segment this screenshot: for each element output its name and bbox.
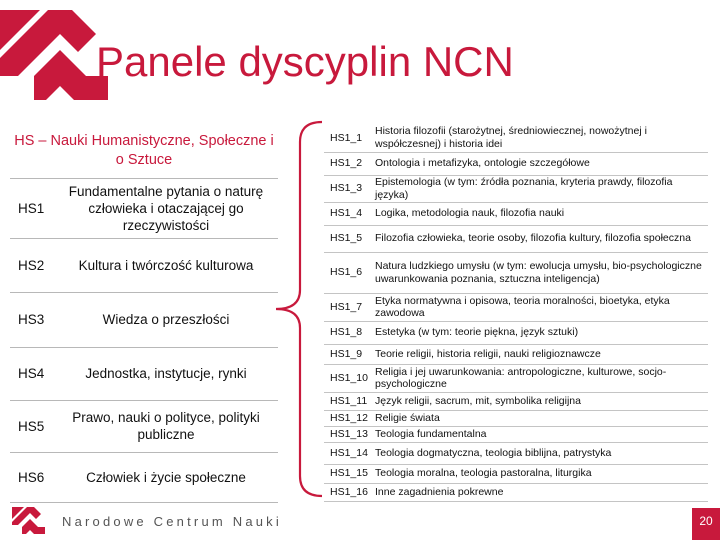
ncn-logo-icon (0, 0, 110, 105)
table-row (324, 344, 708, 364)
discipline-desc: Etyka normatywna i opisowa, teoria moralności, bioetyka, etyka zawodowa (372, 293, 708, 321)
discipline-desc: Teologia fundamentalna (372, 426, 708, 442)
table-row (324, 442, 708, 464)
panel-code: HS4 (10, 347, 54, 400)
panel-name: Jednostka, instytucje, rynki (54, 347, 278, 400)
table-row (10, 238, 278, 292)
table-row (10, 292, 278, 347)
table-row (324, 364, 708, 392)
discipline-code: HS1_6 (324, 252, 372, 293)
discipline-code: HS1_13 (324, 426, 372, 442)
discipline-code: HS1_3 (324, 175, 372, 202)
discipline-code: HS1_11 (324, 392, 372, 410)
panel-name: Prawo, nauki o polityce, polityki publiczne (54, 400, 278, 452)
panel-name: Wiedza o przeszłości (54, 292, 278, 347)
discipline-code: HS1_15 (324, 464, 372, 483)
discipline-code: HS1_4 (324, 202, 372, 225)
panel-code: HS1 (10, 178, 54, 238)
panel-name: Fundamentalne pytania o naturę człowieka i otaczającej go rzeczywistości (54, 178, 278, 238)
table-row (324, 225, 708, 252)
table-row (324, 124, 708, 152)
table-row (324, 252, 708, 293)
table-row (10, 347, 278, 400)
discipline-desc: Religia i jej uwarunkowania: antropologiczne, kulturowe, socjo-psychologiczne (372, 364, 708, 392)
panel-code: HS2 (10, 238, 54, 292)
table-row (324, 202, 708, 225)
discipline-desc: Teologia moralna, teologia pastoralna, liturgika (372, 464, 708, 483)
table-row (324, 464, 708, 483)
discipline-desc: Inne zagadnienia pokrewne (372, 483, 708, 501)
discipline-code: HS1_9 (324, 344, 372, 364)
table-row (324, 410, 708, 426)
discipline-code: HS1_1 (324, 124, 372, 152)
discipline-code: HS1_10 (324, 364, 372, 392)
panel-name: Człowiek i życie społeczne (54, 452, 278, 502)
panel-name: Kultura i twórczość kulturowa (54, 238, 278, 292)
panel-table-hs (10, 125, 278, 503)
table-row (324, 392, 708, 410)
discipline-code: HS1_12 (324, 410, 372, 426)
discipline-code: HS1_14 (324, 442, 372, 464)
page-number-badge: 20 (692, 508, 720, 540)
discipline-desc: Logika, metodologia nauk, filozofia nauki (372, 202, 708, 225)
discipline-code: HS1_2 (324, 152, 372, 175)
discipline-desc: Historia filozofii (starożytnej, średniowiecznej, nowożytnej i współczesnej) i historia idei (372, 124, 708, 152)
table-row (324, 426, 708, 442)
discipline-code: HS1_7 (324, 293, 372, 321)
curly-brace-icon (272, 118, 332, 500)
discipline-desc: Ontologia i metafizyka, ontologie szczegółowe (372, 152, 708, 175)
discipline-desc: Język religii, sacrum, mit, symbolika religijna (372, 392, 708, 410)
discipline-desc: Religie świata (372, 410, 708, 426)
table-row (324, 293, 708, 321)
discipline-desc: Teologia dogmatyczna, teologia biblijna, patrystyka (372, 442, 708, 464)
footer-org-name: Narodowe Centrum Nauki (62, 514, 282, 529)
table-row (324, 175, 708, 202)
table-row (324, 483, 708, 501)
table-header-row (10, 125, 278, 178)
table-row (10, 452, 278, 502)
panel-code: HS5 (10, 400, 54, 452)
table-row (324, 152, 708, 175)
table-row (10, 178, 278, 238)
discipline-code: HS1_16 (324, 483, 372, 501)
discipline-desc: Filozofia człowieka, teorie osoby, filozofia kultury, filozofia społeczna (372, 225, 708, 252)
discipline-code: HS1_5 (324, 225, 372, 252)
panel-code: HS6 (10, 452, 54, 502)
ncn-small-logo-icon (12, 505, 46, 535)
page-title: Panele dyscyplin NCN (96, 38, 514, 85)
panel-code: HS3 (10, 292, 54, 347)
discipline-desc: Natura ludzkiego umysłu (w tym: ewolucja umysłu, bio-psychologiczne uwarunkowania poznania, sztuczna inteligencja) (372, 252, 708, 293)
discipline-desc: Epistemologia (w tym: źródła poznania, kryteria prawdy, filozofia języka) (372, 175, 708, 202)
discipline-table-hs1 (324, 124, 708, 502)
table-row (10, 400, 278, 452)
discipline-code: HS1_8 (324, 321, 372, 344)
discipline-desc: Teorie religii, historia religii, nauki religioznawcze (372, 344, 708, 364)
discipline-desc: Estetyka (w tym: teorie piękna, język sztuki) (372, 321, 708, 344)
panel-heading: HS – Nauki Humanistyczne, Społeczne i o Sztuce (10, 125, 278, 178)
table-row (324, 321, 708, 344)
